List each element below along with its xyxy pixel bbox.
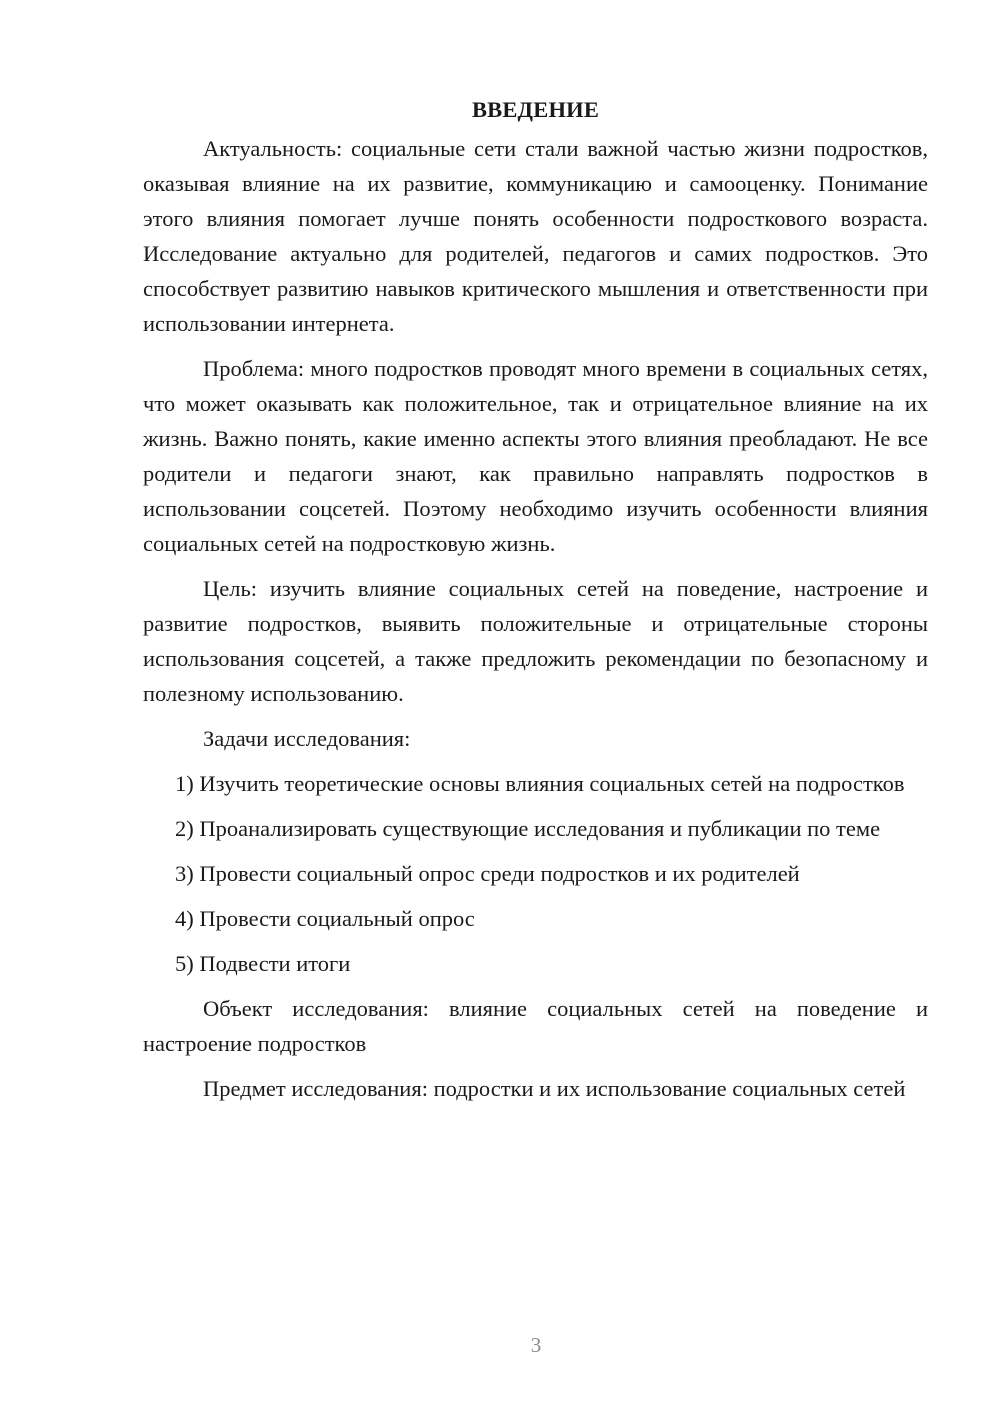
paragraph-goal: Цель: изучить влияние социальных сетей на поведение, настроение и развитие подростков, выявить положительные и отрицательные стороны использования соцсетей, а также предложить рекомендации по безопасному и полезному использованию.: [143, 576, 928, 706]
page-number: 3: [530, 1333, 542, 1357]
document-page: [143, 92, 928, 1116]
task-item-4: 4) Провести социальный опрос: [175, 906, 475, 931]
paragraph-relevance: Актуальность: социальные сети стали важной частью жизни подростков, оказывая влияние на их развитие, коммуникацию и самооценку. Понимание этого влияния помогает лучше понять особенности подросткового возраста. Исследование актуально для родителей, педагогов и самих подростков. Это способствует развитию навыков критического мышления и ответственности при использовании интернета.: [143, 136, 928, 336]
task-item-2: 2) Проанализировать существующие исследования и публикации по теме: [175, 816, 881, 841]
paragraph-object: Объект исследования: влияние социальных сетей на поведение и настроение подростков: [143, 996, 928, 1056]
tasks-heading: Задачи исследования:: [203, 726, 411, 751]
task-item-3: 3) Провести социальный опрос среди подростков и их родителей: [175, 861, 800, 886]
section-title: ВВЕДЕНИЕ: [471, 97, 600, 122]
task-item-1: 1) Изучить теоретические основы влияния социальных сетей на подростков: [175, 771, 905, 796]
task-item-5: 5) Подвести итоги: [175, 951, 351, 976]
paragraph-subject: Предмет исследования: подростки и их использование социальных сетей: [203, 1076, 906, 1101]
paragraph-problem: Проблема: много подростков проводят много времени в социальных сетях, что может оказывать как положительное, так и отрицательное влияние на их жизнь. Важно понять, какие именно аспекты этого влияния преобладают. Не все родители и педагоги знают, как правильно направлять подростков в использовании соцсетей. Поэтому необходимо изучить особенности влияния социальных сетей на подростковую жизнь.: [143, 356, 928, 556]
